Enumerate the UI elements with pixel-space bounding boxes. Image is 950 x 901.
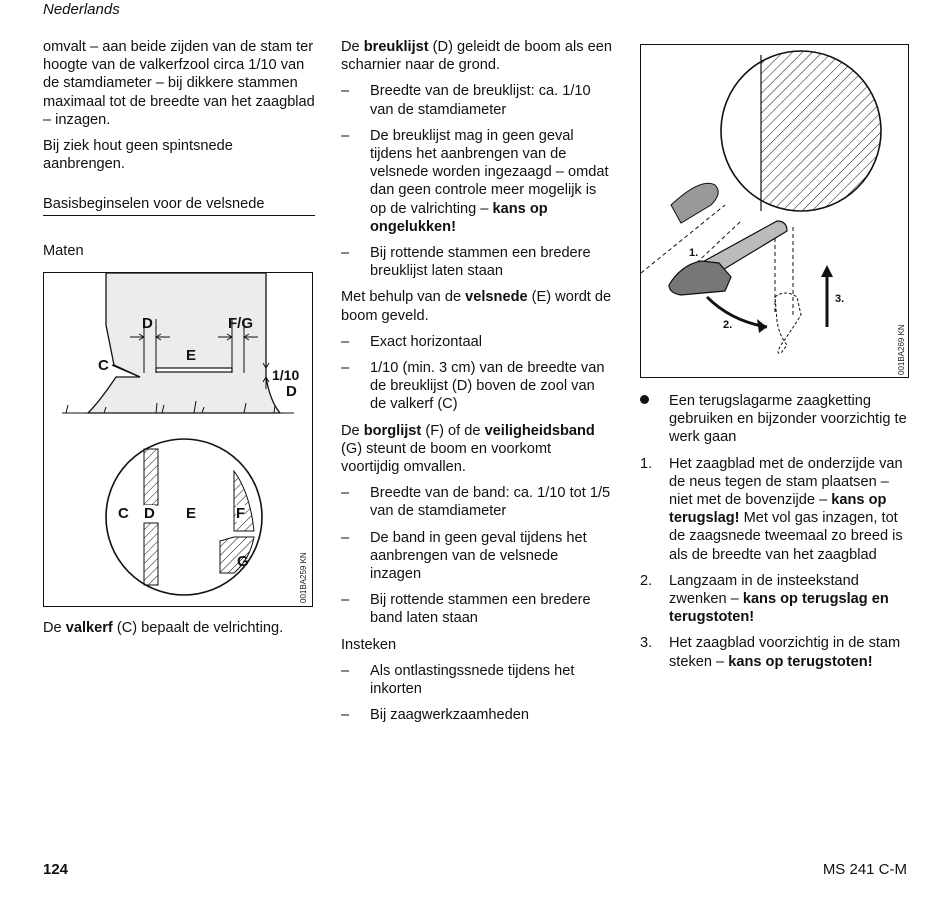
step-2: 2. Langzaam in de insteekstand zwenken – kans op terugslag en terugstoten! <box>640 572 889 626</box>
felling-cut-figure <box>43 272 313 607</box>
label-g-circle: G <box>237 553 249 570</box>
caption-text: (C) bepaalt de velrichting. <box>112 620 284 636</box>
list-item: – Bij zaagwerkzaamheden <box>341 707 529 724</box>
paragraph-velsnede: Met behulp van de velsnede (E) wordt de boom geveld. <box>341 289 612 324</box>
label-e-top: E <box>186 347 197 364</box>
list-item: – De breuklijst mag in geen geval tijdens het aanbrengen van de velsnede worden ingezaagd – omdat dan geen controle meer mogelijk is op de valrichting – kans op ongelukken! <box>341 127 609 235</box>
label-tenth: 1/10 <box>272 367 300 383</box>
step-3: 3. Het zaagblad voorzichtig in de stam steken – kans op terugstoten! <box>640 635 901 670</box>
plunge-cut-illustration <box>641 45 908 377</box>
plunge-cut-figure <box>640 44 909 378</box>
language-header: Nederlands <box>43 1 120 18</box>
list-item: – 1/10 (min. 3 cm) van de breedte van de breuklijst (D) boven de zool van de valkerf (C) <box>341 360 605 413</box>
subheading-insteken: Insteken <box>341 636 397 653</box>
list-item: – Als ontlastingssnede tijdens het inkorten <box>341 662 575 698</box>
caption-text: De <box>43 620 66 636</box>
figure-code: 001BA269 KN <box>897 324 906 375</box>
bullet-item: Een terugslagarme zaagketting gebruiken en bijzonder voorzichtig te werk gaan <box>640 392 912 447</box>
label-d-right: D <box>286 383 297 400</box>
paragraph: omvalt – aan beide zijden van de stam ter hoogte van de valkerfzool circa 1/10 van de stamdiameter – bij dikkere stammen maximaal tot de breedte van het zaagblad – inzagen. <box>43 39 315 128</box>
caption-bold: valkerf <box>65 620 113 636</box>
list-item: – Exact horizontaal <box>341 333 482 350</box>
paragraph-borglijst: De borglijst (F) of de veiligheidsband (G) steunt de boom en voorkomt voortijdig omvallen. <box>341 422 595 476</box>
page-number: 124 <box>43 861 69 878</box>
section-heading: Basisbeginselen voor de velsnede <box>43 195 315 215</box>
list-item: – Breedte van de band: ca. 1/10 tot 1/5 van de stamdiameter <box>341 485 611 520</box>
list-item: – Breedte van de breuklijst: ca. 1/10 van de stamdiameter <box>341 83 591 118</box>
figure1-caption <box>43 619 315 645</box>
step-label-3: 3. <box>835 293 845 305</box>
label-fg: F/G <box>228 315 253 332</box>
subheading-maten: Maten <box>43 242 84 259</box>
label-c-circle: C <box>118 505 129 522</box>
list-item: – Bij rottende stammen een bredere breuklijst laten staan <box>341 245 591 280</box>
label-d-circle: D <box>144 505 155 522</box>
model-name: MS 241 C-M <box>822 861 907 878</box>
column-3 <box>640 378 912 679</box>
list-item: – Bij rottende stammen een bredere band laten staan <box>341 592 591 627</box>
felling-cut-illustration <box>44 273 312 606</box>
label-e-circle: E <box>186 505 197 522</box>
column-2 <box>341 38 613 733</box>
step-label-2: 2. <box>723 319 733 331</box>
label-d-top: D <box>142 315 153 332</box>
step-label-1: 1. <box>689 247 699 259</box>
paragraph-breuklijst: De breuklijst (D) geleidt de boom als een scharnier naar de grond. <box>341 39 612 74</box>
label-c-left: C <box>98 357 109 374</box>
step-1: 1. Het zaagblad met de onderzijde van de neus tegen de stam plaatsen – niet met de bovenzijde – kans op terugslag! Met vol gas inzagen, tot de zaagsnede tweemaal zo breed is als de breedte van het zaagblad <box>640 455 903 563</box>
paragraph: Bij ziek hout geen spintsnede aanbrengen. <box>43 138 233 173</box>
column-1 <box>43 38 315 266</box>
figure-code: 001BA259 KN <box>299 552 308 603</box>
list-item: – De band in geen geval tijdens het aanbrengen van de velsnede inzagen <box>341 529 587 583</box>
label-f-circle: F <box>236 505 246 522</box>
